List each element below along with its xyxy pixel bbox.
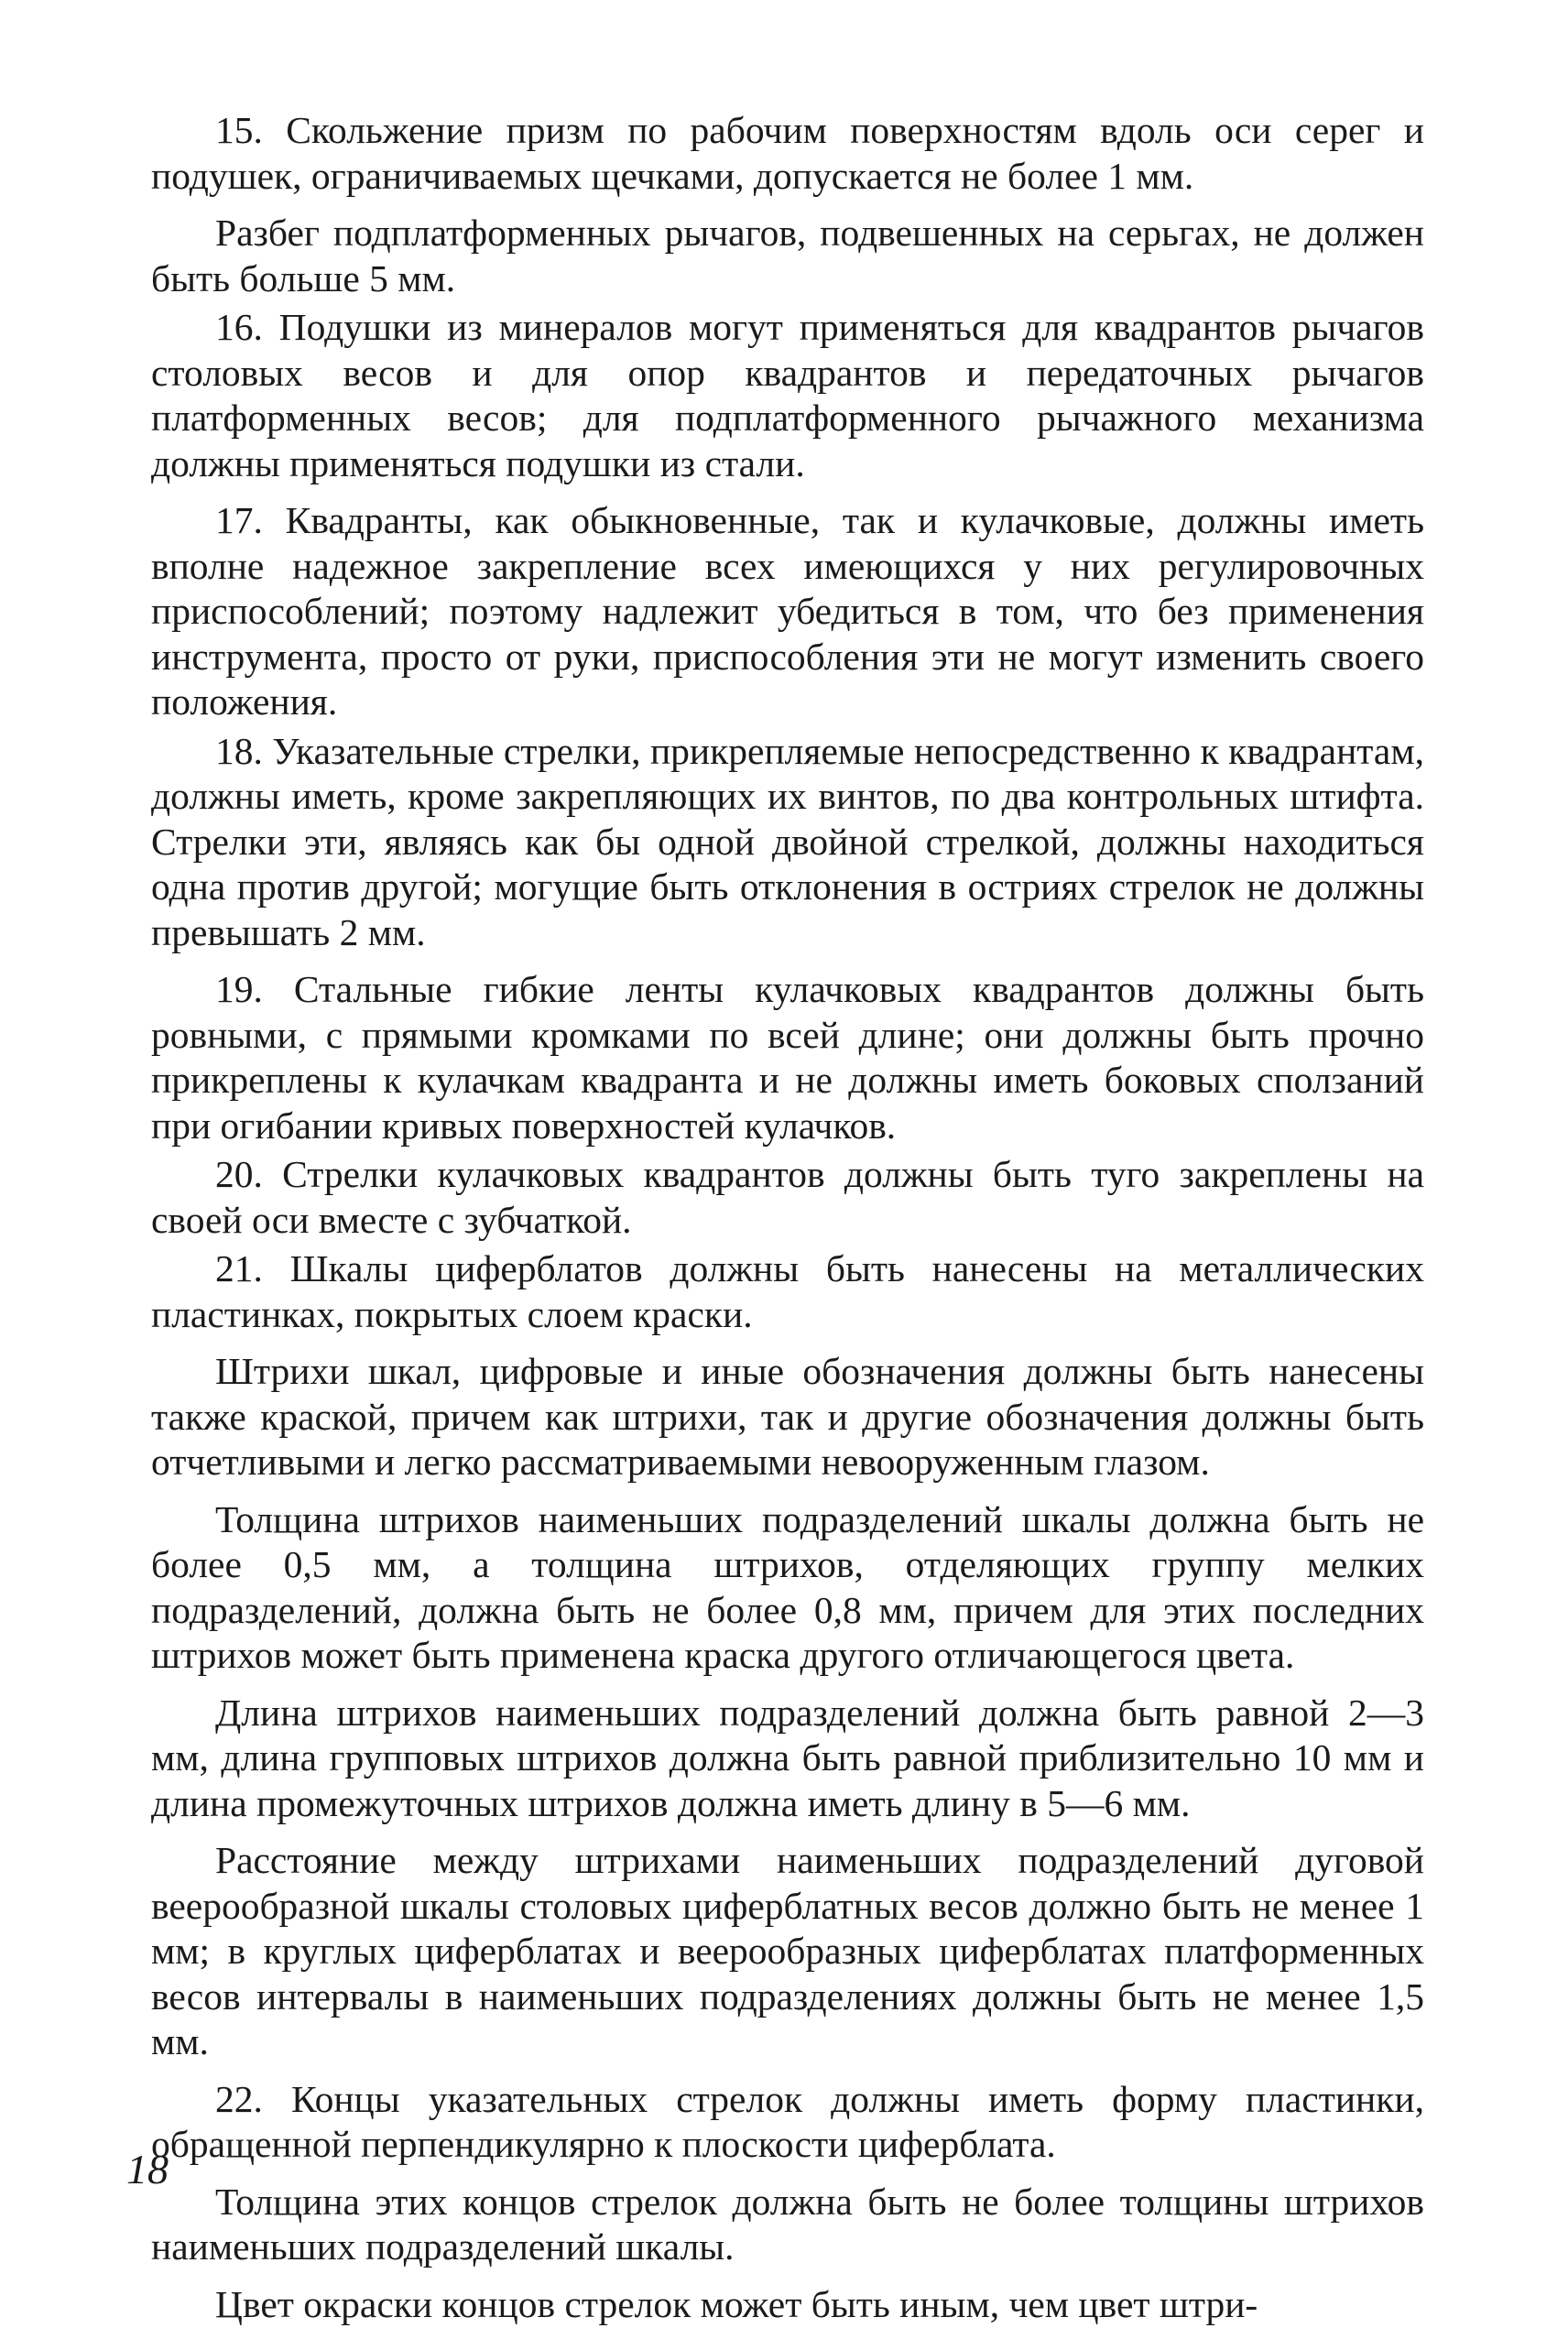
paragraph-18-pointers: 18. Указательные стрелки, прикрепляемые непосредственно к квадрантам, должны иметь, кроме закрепляющих их винтов, по два контрольных штифта. Стрелки эти, являясь как бы одной двойной стрелкой, должны находиться одна против другой; могущие быть отклонения в остриях стрелок не должны превышать 2 мм. <box>151 729 1424 953</box>
paragraph-mark-spacing: Расстояние между штрихами наименьших подразделений дуговой веерообразной шкалы столовых циферблатных весов должно быть не менее 1 мм; в круглых циферблатах и веерообразных циферблатах платформенных весов интервалы в наименьших подразделениях должны быть не менее 1,5 мм. <box>151 1839 1424 2062</box>
paragraph-pointer-color: Цвет окраски концов стрелок может быть иным, чем цвет штри- <box>215 2282 1258 2325</box>
page-body <box>151 108 1424 2339</box>
page-number: 18 <box>126 2146 169 2192</box>
paragraph-20-cam-pointers: 20. Стрелки кулачковых квадрантов должны быть туго закреплены на своей оси вместе с зубчаткой. <box>151 1153 1424 1241</box>
paragraph-scale-marks: Штрихи шкал, цифровые и иные обозначения должны быть нанесены также краской, причем как штрихи, так и другие обозначения должны быть отчетливыми и легко рассматриваемыми невооруженным глазом. <box>151 1350 1424 1483</box>
paragraph-22-pointer-ends: 22. Концы указательных стрелок должны иметь форму пластинки, обращенной перпендикулярно к плоскости циферблата. <box>151 2077 1424 2165</box>
paragraph-pointer-end-thickness: Толщина этих концов стрелок должна быть не более толщины штрихов наименьших подразделений шкалы. <box>151 2180 1424 2268</box>
paragraph-mark-length: Длина штрихов наименьших подразделений должна быть равной 2—3 мм, длина групповых штрихов должна быть равной приблизительно 10 мм и длина промежуточных штрихов должна иметь длину в 5—6 мм. <box>151 1691 1424 1824</box>
paragraph-21-dial-scales: 21. Шкалы циферблатов должны быть нанесены на металлических пластинках, покрытых слоем краски. <box>151 1247 1424 1335</box>
paragraph-lever-play: Разбег подплатформенных рычагов, подвешенных на серьгах, не должен быть больше 5 мм. <box>151 212 1424 299</box>
paragraph-16-cushions: 16. Подушки из минералов могут применяться для квадрантов рычагов столовых весов и для опор квадрантов и передаточных рычагов платформенных весов; для подплатформенного рычажного механизма должны применяться подушки из стали. <box>151 306 1424 484</box>
paragraph-19-steel-tapes: 19. Стальные гибкие ленты кулачковых квадрантов должны быть ровными, с прямыми кромками по всей длине; они должны быть прочно прикреплены к кулачкам квадранта и не должны иметь боковых сползаний при огибании кривых поверхностей кулачков. <box>151 968 1424 1147</box>
paragraph-15-sliding: 15. Скольжение призм по рабочим поверхностям вдоль оси серег и подушек, ограничиваемых щечками, допускается не более 1 мм. <box>151 109 1424 197</box>
paragraph-17-quadrants: 17. Квадранты, как обыкновенные, так и кулачковые, должны иметь вполне надежное закрепление всех имеющихся у них регулировочных приспособлений; поэтому надлежит убедиться в том, что без применения инструмента, просто от руки, приспособления эти не могут изменить своего положения. <box>151 499 1424 723</box>
paragraph-mark-thickness: Толщина штрихов наименьших подразделений шкалы должна быть не более 0,5 мм, а толщина штрихов, отделяющих группу мелких подразделений, должна быть не более 0,8 мм, причем для этих последних штрихов может быть применена краска другого отличающегося цвета. <box>151 1497 1424 1676</box>
